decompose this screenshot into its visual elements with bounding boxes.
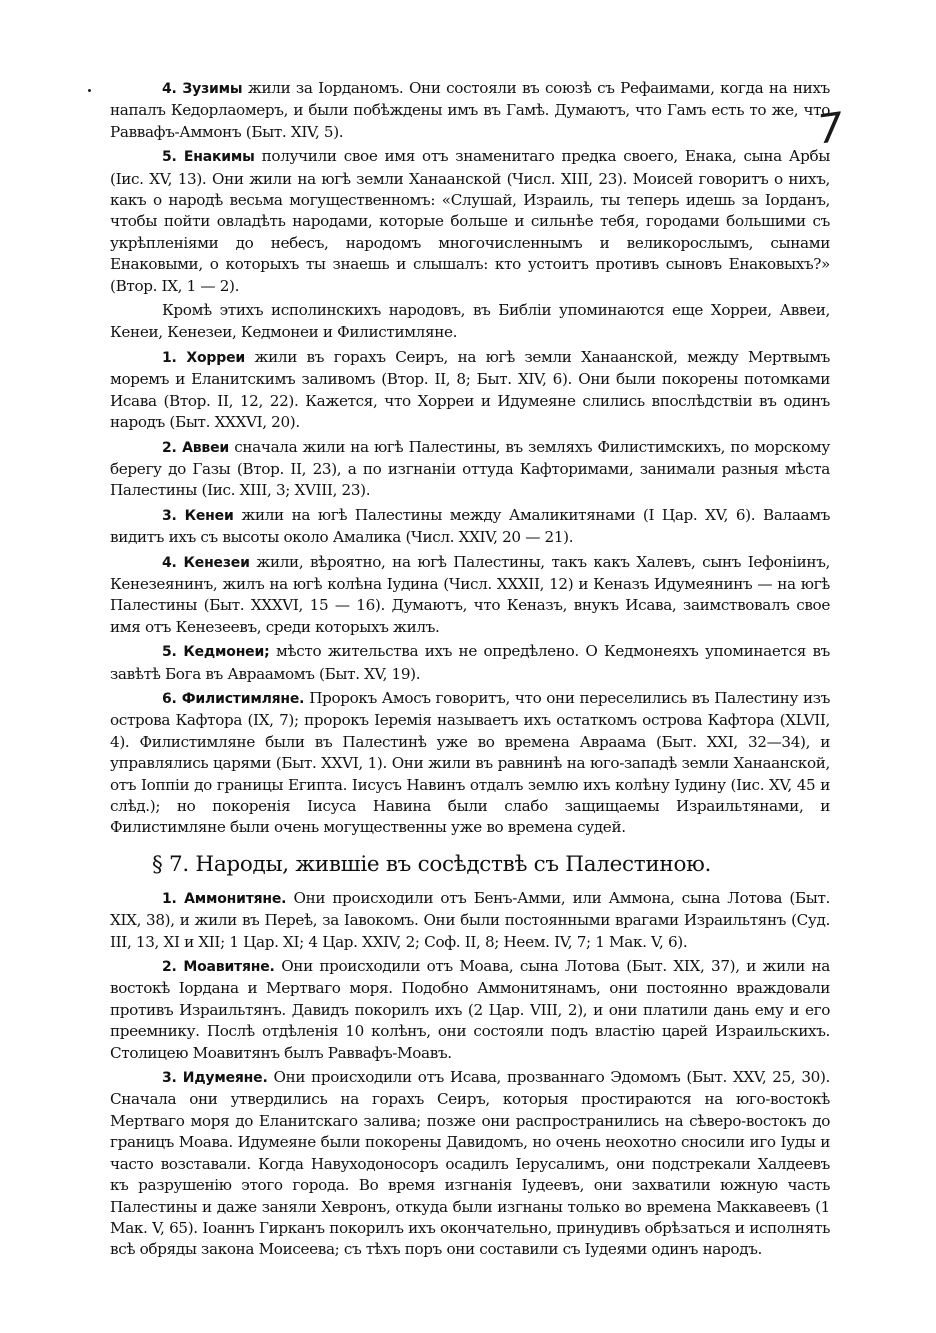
paragraph-term: 4. Кенезеи (162, 554, 250, 571)
paragraph-term: 1. Аммонитяне. (162, 890, 287, 907)
section-heading: § 7. Народы, жившiе въ сосѣдствѣ съ Палестиною. (152, 851, 712, 877)
paragraph-text: Они происходили отъ Бенъ-Амми, или Аммона, сына Лотова (Быт. XIX, 38), и жили въ Переѣ, за Iавокомъ. Они были постоянными врагами Израильтянъ (Суд. III, 13, XI и XII; 1 Цар. XI; 4 Цар. XXIV, 2; Соф. II, 8; Неем. IV, 7; 1 Мак. V, 6). (110, 888, 831, 951)
margin-dot-mark (88, 89, 91, 92)
document-page (110, 78, 830, 1264)
paragraph-moabites (110, 956, 830, 1064)
paragraph-kadmonites (110, 641, 830, 685)
paragraph-text: жили за Iорданомъ. Они состояли въ союзѣ съ Рефаимами, когда на нихъ напалъ Кедорлаомеръ, и были побѣждены имъ въ Гамѣ. Думаютъ, что Гамъ есть то же, что Раввафъ-Аммонъ (Быт. XIV, 5). (110, 79, 830, 141)
paragraph-horites (110, 347, 830, 434)
paragraph-term: 5. Енакимы (162, 149, 255, 166)
paragraph-text: сначала жили на югѣ Палестины, въ земляхъ Филистимскихъ, по морскому берегу до Газы (Втор. II, 23), а по изгнанiи оттуда Кафторимами, занимали разныя мѣста Палестины (Iис. XIII, 3; XVIII, 23). (110, 437, 830, 500)
paragraph-enakim (110, 146, 830, 297)
paragraph-kenizzites (110, 552, 830, 639)
paragraph-ammonites (110, 888, 830, 953)
paragraph-edomites (110, 1067, 830, 1261)
paragraph-kenites (110, 505, 830, 549)
paragraph-other-peoples (110, 300, 830, 344)
paragraph-text: Пророкъ Амосъ говоритъ, что они переселились въ Палестину изъ острова Кафтора (IX, 7); пророкъ Iеремiя называетъ ихъ остаткомъ острова Кафтора (XLVII, 4). Филистимляне были въ Палестинѣ уже во времена Авраама (Быт. XXI, 32—34), и управлялись царями (Быт. XXVI, 1). Они жили въ равнинѣ на юго-западѣ земли Ханаанской, отъ Iоппiи до границы Египта. Iисусъ Навинъ отдалъ землю ихъ колѣну Iудину (Iис. XV, 45 и слѣд.); но покоренiя Iисуса Навина были слабо защищаемы Израильтянами, и Филистимляне были очень могущественны уже во времена судей. (110, 688, 831, 837)
paragraph-philistines (110, 688, 830, 839)
paragraph-text: Они происходили отъ Исава, прозваннаго Эдомомъ (Быт. XXV, 25, 30). Сначала они утвердились на горахъ Сеиръ, которыя простираются на юго-востокѣ Мертваго моря до Еланитскаго залива; позже они распространились на сѣверо-востокъ до границъ Моава. Идумеяне были покорены Давидомъ, но очень неохотно сносили иго Iуды и часто возставали. Когда Навуходоносоръ осадилъ Iерусалимъ, они подстрекали Халдеевъ къ разрушенiю этого города. Во время изгнанiя Iудеевъ, они захватили южную часть Палестины и даже заняли Хевронъ, откуда были изгнаны только во времена Маккавеевъ (1 Мак. V, 65). Iоаннъ Гирканъ покорилъ ихъ окончательно, принудивъ обрѣзаться и исполнять всѣ обряды закона Моисеева; съ тѣхъ поръ они составили съ Iудеями одинъ народъ. (110, 1068, 831, 1259)
paragraph-text: жили на югѣ Палестины между Амаликитянами (I Цар. XV, 6). Валаамъ видитъ ихъ съ высоты около Амалика (Числ. XXIV, 20 — 21). (110, 505, 831, 547)
paragraph-text: Они происходили отъ Моава, сына Лотова (Быт. XIX, 37), и жили на востокѣ Iордана и Мертваго моря. Подобно Аммонитянамъ, они постоянно враждовали противъ Израильтянъ. Давидъ покорилъ ихъ (2 Цар. VIII, 2), и они платили дань ему и его преемнику. Послѣ отдѣленiя 10 колѣнъ, они состояли подъ властiю царей Израильскихъ. Столицею Моавитянъ былъ Раввафъ-Моавъ. (110, 957, 830, 1062)
handwritten-page-number: 7 (814, 104, 847, 154)
paragraph-zuzim (110, 78, 830, 143)
paragraph-term: 6. Филистимляне. (162, 690, 305, 707)
paragraph-term: 3. Идумеяне. (162, 1070, 268, 1087)
paragraph-text: получили свое имя отъ знаменитаго предка своего, Енака, сына Арбы (Iис. XV, 13). Они жили на югѣ земли Ханаанской (Числ. XIII, 23). Моисей говоритъ о нихъ, какъ о народѣ весьма могущественномъ: «Слушай, Израиль, ты теперь идешь за Iорданъ, чтобы пойти овладѣть народами, которые больше и сильнѣе тебя, городами большими съ укрѣпленiями до небесъ, народомъ многочисленнымъ и великорослымъ, сынами Енаковыми, о которыхъ ты знаешь и слышалъ: кто устоитъ противъ сыновъ Енаковыхъ?» (Втор. IX, 1 — 2). (110, 147, 830, 295)
paragraph-text: Кромѣ этихъ исполинскихъ народовъ, въ Библiи упоминаются еще Хорреи, Аввеи, Кенеи, Кенезеи, Кедмонеи и Филистимляне. (110, 301, 830, 342)
paragraph-text: жили въ горахъ Сеиръ, на югѣ земли Ханаанской, между Мертвымъ моремъ и Еланитскимъ заливомъ (Втор. II, 8; Быт. XIV, 6). Они были покорены потомками Исава (Втор. II, 12, 22). Кажется, что Хорреи и Идумеяне слились впослѣдствiи въ одинъ народъ (Быт. XXXVI, 20). (110, 347, 830, 432)
paragraph-term: 2. Аввеи (162, 439, 229, 456)
paragraph-term: 5. Кедмонеи; (162, 644, 270, 661)
paragraph-term: 4. Зузимы (162, 81, 243, 97)
paragraph-term: 3. Кенеи (162, 507, 234, 524)
paragraph-term: 1. Хорреи (162, 349, 245, 366)
paragraph-term: 2. Моавитяне. (162, 959, 275, 976)
paragraph-text: жили, вѣроятно, на югѣ Палестины, такъ какъ Халевъ, сынъ Iефонiинъ, Кенезеянинъ, жилъ на югѣ колѣна Iудина (Числ. XXXII, 12) и Кеназъ Идумеянинъ — на югѣ Палестины (Быт. XXXVI, 15 — 16). Думаютъ, что Кеназъ, внукъ Исава, заимствовалъ свое имя отъ Кенезеевъ, среди которыхъ жилъ. (110, 552, 830, 636)
paragraph-avvim (110, 437, 830, 502)
paragraph-text: мѣсто жительства ихъ не опредѣлено. О Кедмонеяхъ упоминается въ завѣтѣ Бога въ Авраамомъ (Быт. XV, 19). (110, 642, 830, 683)
